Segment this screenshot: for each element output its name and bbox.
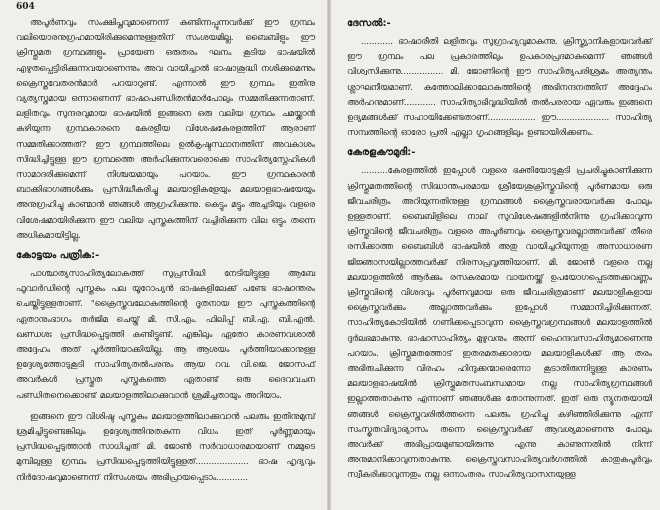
- page-number: 604: [16, 2, 35, 12]
- section-heading-kerala-kaumudi: കേരളകൗമുദി:-: [347, 147, 416, 159]
- right-page: [331, 0, 660, 510]
- left-page: [0, 0, 327, 510]
- review-paragraph: അപൂർണവും സംക്ഷിപ്തവുമാണെന്ന് കുണ്ടിന്നപ്പുന്നവർക്ക് ഈ ഗ്രന്ഥം വലിയൊരനുഗ്രഹമായിരിക്കുമെന്നുള്ളതിന് സംശയമില്ല. ബൈബിളും ഈ ക്രിസ്തുമത ഗ്രന്ഥങ്ങളും പ്രായേണ ഒരുതരം ഘനം കൂടിയ ഭാഷയിൽ എഴുതപ്പെട്ടിരിക്കുന്നവയാണെന്നും അവ വായിച്ചാൽ ഭാഷാശുദ്ധി നശിക്കുമെന്നും ക്രൈസ്തവേതരൻമാർ പറയാറുണ്ട്. എന്നാൽ ഈ ഗ്രന്ഥം ഇതിനു വ്യത്യസ്തമായ ഒന്നാണെന്ന് ഭാഷാപണ്ഡിതൻമാർപോലും സമ്മതിക്കുന്നതാണ്. ലളിതവും സുന്ദരവുമായ ഭാഷയിൽ ഇങ്ങനെ ഒരു വലിയ ഗ്രന്ഥം ചമയ്ക്കാൻ കഴിയുന്ന ഗ്രന്ഥകാരനെ കേരളീയ വിശേഷകേരളത്തിന് ആരാണ് സമ്മതിക്കാത്തത്? ഈ ഗ്രന്ഥത്തിലെ ഉൽകൃഷ്ടസ്ഥാനത്തിന് അവകാശം സിദ്ധിച്ചിട്ടുള്ള ഈ ഗ്രന്ഥത്തെ അർഹിക്കുന്നവരൊക്കെ സാഹിത്യസ്നേഹികൾ സാമാദരിക്കുമെന്ന് നിശ്ചയമായും പറയാം. ഈ ഗ്രന്ഥകാരൻ ബാക്കിഭാഗങ്ങൾക്കും പ്രസിദ്ധീകരിച്ചു മലയാളികളേയും മലയാളഭാഷയേയും അനുഗ്രഹിച്ചു കാണ്മാൻ ഞങ്ങൾ ആഗ്രഹിക്കുന്നു. കെട്ടും മട്ടും അച്ചടിയും വളരെ വിശേഷമായിരിക്കുന്ന ഈ വലിയ പുസ്തകത്തിന് വച്ചിരിക്കുന്ന വില ഒട്ടും തന്നെ അധികമായിട്ടില്ല.: [16, 17, 315, 240]
- review-paragraph: ............ ഭാഷാരീതി ലളിതവും സുഗ്രാഹ്യവുമാകുന്നു. ക്രിസ്ത്യാനികളായവർക്ക് ഈ ഗ്രന്ഥം പല പ്രകാരത്തിലും ഉപകാരപ്രദമാകുമെന്ന് ഞങ്ങൾ വിശ്വസിക്കുന്നു................ മി. ജോണിന്റെ ഈ സാഹിത്യപരിശ്രമം അത്യന്തം ശ്ലാഘനീയമാണ്. കത്തോലിക്കാലോകത്തിന്റെ അഭിനന്ദനത്തിന് അദ്ദേഹം അർഹനുമാണ്............ സാഹിത്യാഭിവൃദ്ധിയിൽ തൽപരരായ ഏവരും ഇങ്ങനെ ഉദ്യമങ്ങൾക്ക് സഹായിക്കേണ്ടതാണ്.................. ഈ.................... സാഹിത്യ സമ്പത്തിന്റെ ഓരോ പ്രതി എല്ലാ ഗൃഹങ്ങളിലും ഉണ്ടായിരിക്കണം.: [347, 36, 652, 138]
- review-paragraph: ..........കേരളത്തിൽ ഇപ്പോൾ വളരെ ഭക്തിയോടുകൂടി പ്രചരിച്ചുകാണിക്കുന്ന ക്രിസ്തുമതത്തിന്റെ സിദ്ധാന്തപരമായ ശ്രീയേശുക്രിസ്തുവിന്റെ പൂർണമായ ഒരു ജീവചരിത്രം അറിയുന്നതിനുള്ള ഗ്രന്ഥങ്ങൾ ക്രൈസ്തവരായവർക്കു പോലും ഉള്ളതാണ്. ബൈബിളിലെ നാല് സുവിശേഷങ്ങളിൽനിന്നു ഗ്രഹിക്കാവുന്ന ക്രിസ്തുവിന്റെ ജീവചരിത്രം വളരെ അപൂർണവും ക്രൈസ്തവരല്ലാത്തവർക്ക് തീരെ രസിക്കാത്ത ബൈബിൾ ഭാഷയിൽ അതു വായിച്ചറിയുന്നതു അസാധാരണ ജിജ്ഞാസയില്ലാത്തവർക്ക് നിരസപ്രവൃത്തിയാണ്. മി. ജോൺ വളരെ നല്ല മലയാളത്തിൽ ആർക്കും രസകരമായ വായനയ്ക്ക് ഉപയോഗപ്പെടത്തക്കവണ്ണം ക്രിസ്തുവിന്റെ വിശദവും പൂർണവുമായ ഒരു ജീവചരിത്രമാണ് മലയാളികളായ ക്രൈസ്തവർക്കും അല്ലാത്തവർക്കും ഇപ്പോൾ സമ്മാനിച്ചിരിക്കുന്നത്. സാഹിത്യകോടിയിൽ ഗണിക്കപ്പെടാവുന്ന ക്രൈസ്തവഗ്രന്ഥങ്ങൾ മലയാളത്തിൽ ദുർലഭമാകുന്നു. ഭാഷാസാഹിത്യം മുഴുവനും അന്ന് ഹൈന്ദവസാഹിത്യമാണെന്നു പറയാം. ക്രിസ്തുമതത്തോട് ഇതരമതക്കാരായ മലയാളികൾക്ക് ആ തരം അഭിരുചിക്കുന്ന വിരഹം ഹിന്ദുക്കന്മാരെന്നോ കൂടാതിരുന്നിട്ടുള്ള കാരണം മലയാളഭാഷയിൽ ക്രിസ്തുമതസംബന്ധമായ നല്ല സാഹിത്യഗ്രന്ഥങ്ങൾ ഇല്ലാത്തതാകുന്നു എന്നാണ് ഞങ്ങൾക്കു തോന്നുന്നത്. ഇത് ഒരു ന്യൂനതയായി ഞങ്ങൾ ക്രൈസ്തവരിൽത്തന്നെ പലരും ഗ്രഹിച്ചു കഴിഞ്ഞിരിക്കുന്നു എന്ന് സംസ്കൃതവിദ്യാഭ്യാസം തന്നെ ക്രൈസ്തവർക്ക് ആവശ്യമാണെന്നു പോലും അവർക്ക് അഭിപ്രായമുണ്ടായിരുന്നു എന്നു കാണുന്നതിൽ നിന്ന് അനുമാനിക്കാവുന്നതാകുന്നു. ക്രൈസ്തവസാഹിത്യവർഗത്തിൽ കാതുകപൂർവ്വം സ്വീകരിക്കാവുന്നതും നല്ല ഒന്നാംതരം സാഹിത്യവാസനയുള്ള: [347, 165, 652, 480]
- section-heading-kottayam-pathrika: കോട്ടയം പത്രിക:-: [16, 250, 100, 262]
- section-heading-desal: ദേസൽ:-: [347, 18, 391, 29]
- review-paragraph: പാശ്ചാത്യസാഹിത്യലോകത്ത് സുപ്രസിദ്ധി നേടിയിട്ടുള്ള ആബേ ഫൂവാർഡിന്റെ പുസ്തകം പല യൂറോപ്യൻ ഭാഷകളിലേക്ക് പണ്ടേ ഭാഷാന്തരം ചെയ്തിട്ടുള്ളതാണ്. "ക്രൈസ്തവലോകത്തിന്റെ ദൂതനായ ഈ പുസ്തകത്തിന്റെ ഏതാനുംഭാഗം തർജിമ ചെയ്ത് മി. സി.എം. ഫിലിപ്പ് ബി.എ. ബി.എൽ. ഖണ്ഡശഃ പ്രസിദ്ധപ്പെടുത്തി കണ്ടിട്ടുണ്ട്. എങ്കിലും ഏതോ കാരണവശാൽ അദ്ദേഹം അത് പൂർത്തിയാക്കിയില്ല. ആ ആശയം പൂർത്തിയാക്കാനുള്ള ഉദ്ദേശ്യത്തോടുകൂടി സാഹിത്യതൽപരനും ആയ റവ. വി.ജെ. ജോസഫ് അവർകൾ പ്രസ്തുത പുസ്തകത്തെ ഏതാണ്ട് ഒരു ദൈവവചന പണ്ഡിതനെക്കൊണ്ട് മലയാളത്തിലാക്കുവാൻ ശ്രമിച്ചതായും അറിയാം.: [16, 268, 315, 400]
- review-paragraph: ഇങ്ങനെ ഈ വിശിഷ്ട പുസ്തകം മലയാളത്തിലാക്കുവാൻ പലരും ഇതിനുമുമ്പ് ശ്രമിച്ചിട്ടുണ്ടെങ്കിലും ഉദ്ദേശ്യത്തിനുതകുന്ന വിധം ഇത് പൂർണ്ണമായും പ്രസിദ്ധപ്പെടുത്താൻ സാധിച്ചത് മി. ജോൺ സർവാധാരമായാണ് നമ്മുടെ മുമ്പിലുള്ള ഗ്രന്ഥം പ്രസിദ്ധപ്പെടുത്തിയിട്ടുള്ളത്.................... ഭാഷ ഹൃദ്യവും നിർദോഷവുമാണെന്ന് നിസംശയം അഭിപ്രായപ്പെടാം............: [16, 410, 315, 482]
